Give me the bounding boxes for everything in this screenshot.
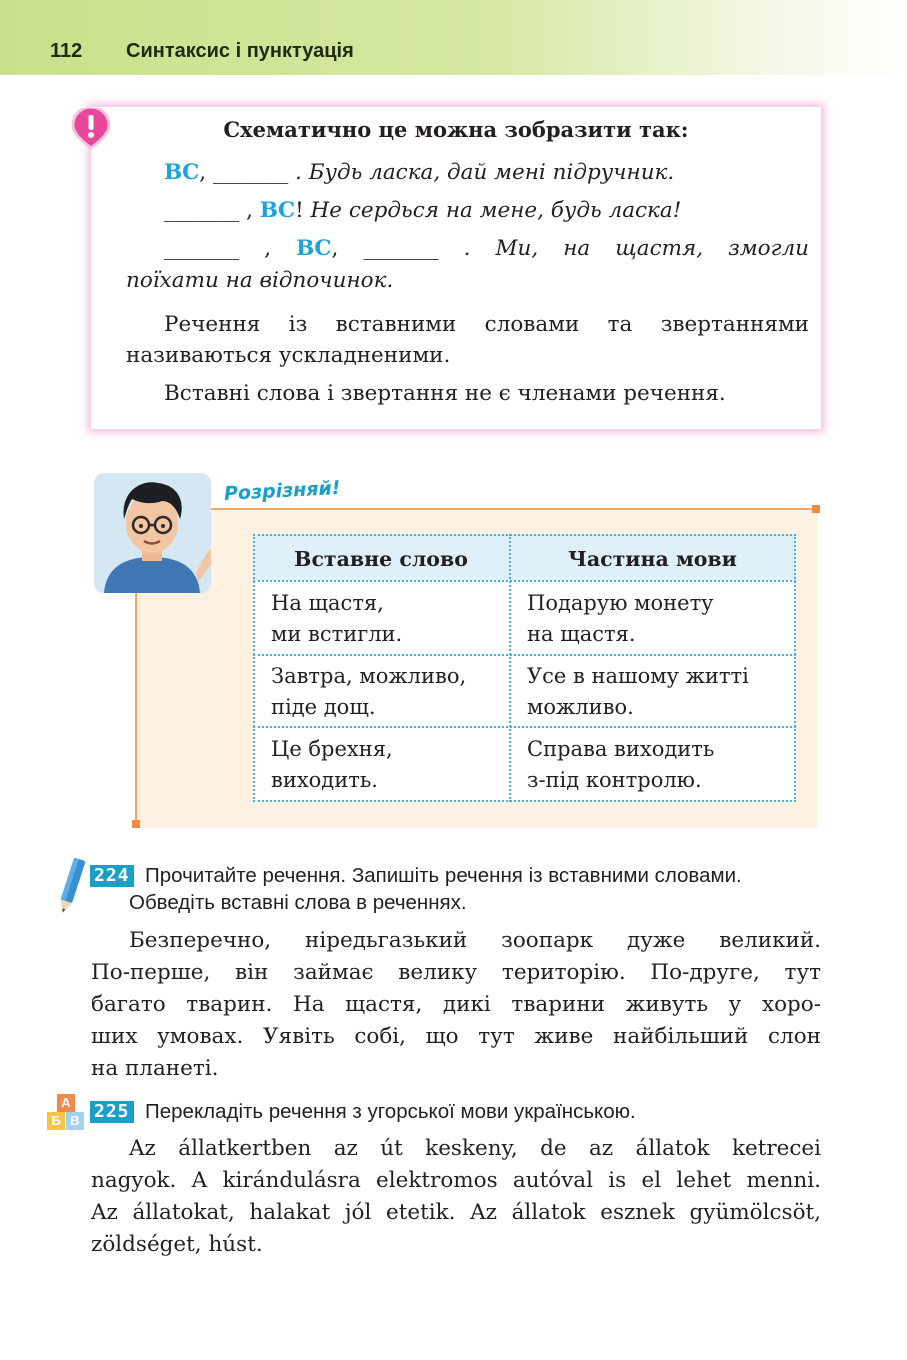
table-border (253, 580, 796, 582)
scheme-line-3-cont: поїхати на відпочинок. (126, 268, 394, 293)
scheme-line-3: _______ , ВС, _______ . Ми, на щастя, змогли (164, 236, 809, 261)
scheme-line-1: ВС, _______ . Будь ласка, дай мені підручник. (164, 160, 675, 185)
text-line: Az állatokat, halakat jól etetik. Az állatok esznek gyümölcsöt, (91, 1200, 821, 1225)
text-line: багато тварин. На щастя, дикі тварини живуть у хоро- (91, 992, 821, 1017)
table-border (253, 534, 796, 536)
rule-text-1a: Речення із вставними словами та звертаннями (164, 312, 809, 337)
rule-text-1b: називаються ускладненими. (126, 343, 451, 368)
table-cell: Справа виходить з-під контролю. (527, 737, 715, 792)
rule-title: Схематично це можна зобразити так: (223, 117, 689, 142)
table-border (253, 726, 796, 728)
table-border (253, 800, 796, 802)
table-header-cell: Вставне слово (294, 547, 468, 571)
table-cell: Це брехня, виходить. (271, 737, 393, 792)
table-header-cell: Частина мови (568, 547, 737, 571)
corner-dot (812, 505, 820, 513)
exercise-task: Перекладіть речення з угорської мови українською. (145, 1100, 636, 1123)
text-line: По-перше, він займає велику територію. По-друге, тут (91, 960, 821, 985)
text-line: на планеті. (91, 1056, 219, 1081)
text-line: zöldséget, húst. (91, 1232, 263, 1257)
text-line: Безперечно, нірeдьгазький зоопарк дуже великий. (129, 928, 821, 953)
table-border (253, 654, 796, 656)
table-border (794, 534, 796, 802)
exercise-task: Обведіть вставні слова в реченнях. (129, 891, 467, 914)
distinguish-title: Розрізняй! (223, 476, 341, 506)
table-cell: Усе в нашому житті можливо. (527, 664, 749, 719)
pencil-icon (56, 856, 86, 918)
table-cell: Завтра, можливо, піде дощ. (271, 664, 467, 719)
corner-dot (132, 820, 140, 828)
letter-blocks-icon: А Б В (47, 1094, 87, 1134)
text-line: ших умовах. Уявіть собі, що тут живе найбільший слон (91, 1024, 821, 1049)
table-border (253, 534, 255, 802)
comparison-table (253, 534, 796, 802)
chapter-title: Синтаксис і пунктуація (126, 40, 354, 62)
boy-illustration-icon (94, 473, 211, 593)
table-cell: Подарую монету на щастя. (527, 591, 714, 646)
table-cell: На щастя, ми встигли. (271, 591, 403, 646)
exercise-task: Прочитайте речення. Запишіть речення із вставними словами. (145, 864, 742, 887)
table-border (509, 534, 511, 802)
exercise-number: 225 (90, 1101, 134, 1123)
text-line: Az állatkertben az út keskeny, de az állatok ketrecei (129, 1136, 821, 1161)
rule-text-2: Вставні слова і звертання не є членами речення. (164, 381, 726, 406)
page-number: 112 (50, 40, 83, 62)
text-line: nagyok. A kirándulásra elektromos autóval is el lehet menni. (91, 1168, 821, 1193)
avatar (94, 473, 211, 593)
exercise-number: 224 (90, 865, 134, 887)
page-header (0, 0, 907, 75)
scheme-line-2: _______ , ВС! Не сердься на мене, будь ласка! (164, 198, 682, 223)
